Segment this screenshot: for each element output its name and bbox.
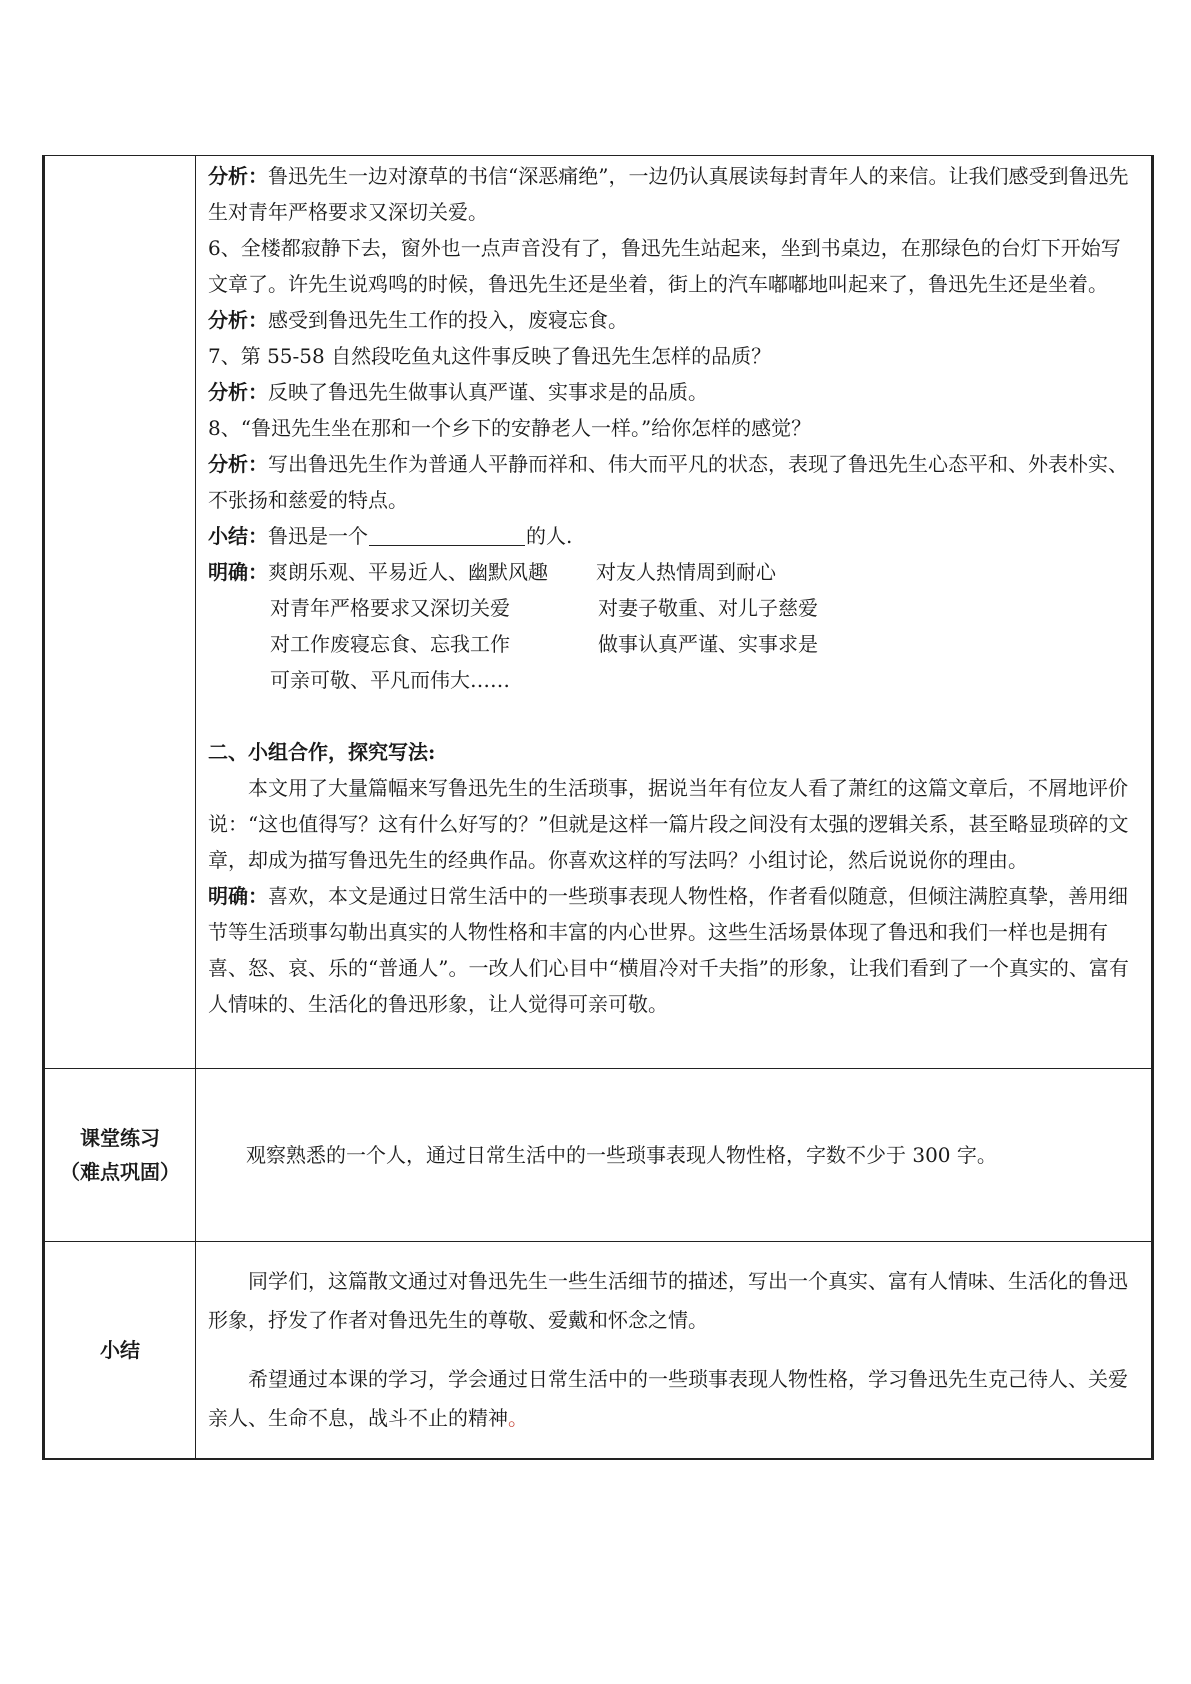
trait-item: 爽朗乐观、平易近人、幽默风趣 (268, 560, 548, 584)
section-2-body: 本文用了大量篇幅来写鲁迅先生的生活琐事，据说当年有位友人看了萧红的这篇文章后，不屑地评价说：“这也值得写？这有什么好写的？”但就是这样一篇片段之间没有太强的逻辑关系，甚至略显琐碎的文章，却成为描写鲁迅先生的经典作品。你喜欢这样的写法吗？小组讨论，然后说说你的理由。 (208, 776, 1129, 872)
clarify-label: 明确： (208, 560, 268, 584)
clarify-row-1 (208, 554, 1137, 590)
analysis-row (44, 156, 1153, 1069)
summary-label: 小结： (208, 524, 268, 548)
trait-item: 做事认真严谨、实事求是 (598, 632, 818, 656)
summary-paragraph-1: 同学们，这篇散文通过对鲁迅先生一些生活细节的描述，写出一个真实、富有人情味、生活化的鲁迅形象，抒发了作者对鲁迅先生的尊敬、爱戴和怀念之情。 (208, 1269, 1128, 1332)
analysis-content (196, 156, 1151, 1022)
answer-blank (369, 523, 525, 546)
summary-end-mark: 。 (508, 1406, 528, 1430)
clarify-row-4 (208, 662, 1137, 698)
summary-paragraph-2-text: 希望通过本课的学习，学会通过日常生活中的一些琐事表现人物性格，学习鲁迅先生克己待人、关爱亲人、生命不息，战斗不止的精神 (208, 1367, 1128, 1430)
section-2-answer (208, 878, 1137, 1022)
answer-8 (208, 446, 1137, 518)
question-6: 6、全楼都寂静下去，窗外也一点声音没有了，鲁迅先生站起来，坐到书桌边，在那绿色的台灯下开始写文章了。许先生说鸡鸣的时候，鲁迅先生还是坐着，街上的汽车嘟嘟地叫起来了，鲁迅先生还是坐着。 (208, 236, 1121, 296)
summary-content (196, 1262, 1151, 1438)
trait-item: 对青年严格要求又深切关爱 (270, 596, 510, 620)
question-7: 7、第 55-58 自然段吃鱼丸这件事反映了鲁迅先生怎样的品质？ (208, 344, 772, 368)
practice-label-line-1: 课堂练习 (80, 1126, 160, 1150)
section-2-answer-label: 明确： (208, 884, 268, 908)
answer-6-text: 感受到鲁迅先生工作的投入，废寝忘食。 (268, 308, 628, 332)
analysis-label: 分析： (208, 164, 268, 188)
trait-item: 对友人热情周到耐心 (596, 560, 776, 584)
summary-pre: 鲁迅是一个 (268, 524, 368, 548)
analysis-label-cell (44, 156, 196, 1069)
answer-8-text: 写出鲁迅先生作为普通人平静而祥和、伟大而平凡的状态，表现了鲁迅先生心态平和、外表朴实、不张扬和慈爱的特点。 (208, 452, 1128, 512)
answer-7-text: 反映了鲁迅先生做事认真严谨、实事求是的品质。 (268, 380, 708, 404)
question-8: 8、“鲁迅先生坐在那和一个乡下的安静老人一样。”给你怎样的感觉？ (208, 416, 812, 440)
trait-item: 对妻子敬重、对儿子慈爱 (598, 596, 818, 620)
summary-fill-blank (208, 518, 1137, 554)
answer-7-label: 分析： (208, 380, 268, 404)
summary-label-cell (44, 1242, 196, 1460)
answer-7 (208, 374, 1137, 410)
section-2-answer-text: 喜欢，本文是通过日常生活中的一些琐事表现人物性格，作者看似随意，但倾注满腔真挚，善用细节等生活琐事勾勒出真实的人物性格和丰富的内心世界。这些生活场景体现了鲁迅和我们一样也是拥有喜、怒、哀、乐的“普通人”。一改人们心目中“横眉冷对千夫指”的形象，让我们看到了一个真实的、富有人情味的、生活化的鲁迅形象，让人觉得可亲可敬。 (208, 884, 1129, 1016)
practice-row (44, 1069, 1153, 1242)
summary-paragraph-2 (208, 1360, 1137, 1438)
summary-row (44, 1242, 1153, 1460)
practice-label-line-2: （难点巩固） (60, 1160, 180, 1184)
analysis-content-cell (196, 156, 1153, 1069)
practice-text: 观察熟悉的一个人，通过日常生活中的一些琐事表现人物性格，字数不少于 300 字。 (246, 1143, 997, 1167)
clarify-row-3 (208, 626, 1137, 662)
clarify-row-2 (208, 590, 1137, 626)
trait-item: 对工作废寝忘食、忘我工作 (270, 632, 510, 656)
trait-item: 可亲可敬、平凡而伟大…… (270, 668, 510, 692)
summary-content-cell (196, 1242, 1153, 1460)
summary-row-label: 小结 (100, 1338, 140, 1362)
section-2-heading: 二、小组合作，探究写法: (208, 740, 436, 764)
answer-6-label: 分析： (208, 308, 268, 332)
answer-6 (208, 302, 1137, 338)
practice-label-cell (44, 1069, 196, 1242)
answer-8-label: 分析： (208, 452, 268, 476)
practice-content-cell (196, 1069, 1153, 1242)
lesson-plan-table (42, 155, 1154, 1460)
analysis-text: 鲁迅先生一边对潦草的书信“深恶痛绝”，一边仍认真展读每封青年人的来信。让我们感受到鲁迅先生对青年严格要求又深切关爱。 (208, 164, 1129, 224)
summary-post: 的人. (526, 524, 573, 548)
analysis-paragraph-1 (208, 158, 1137, 230)
